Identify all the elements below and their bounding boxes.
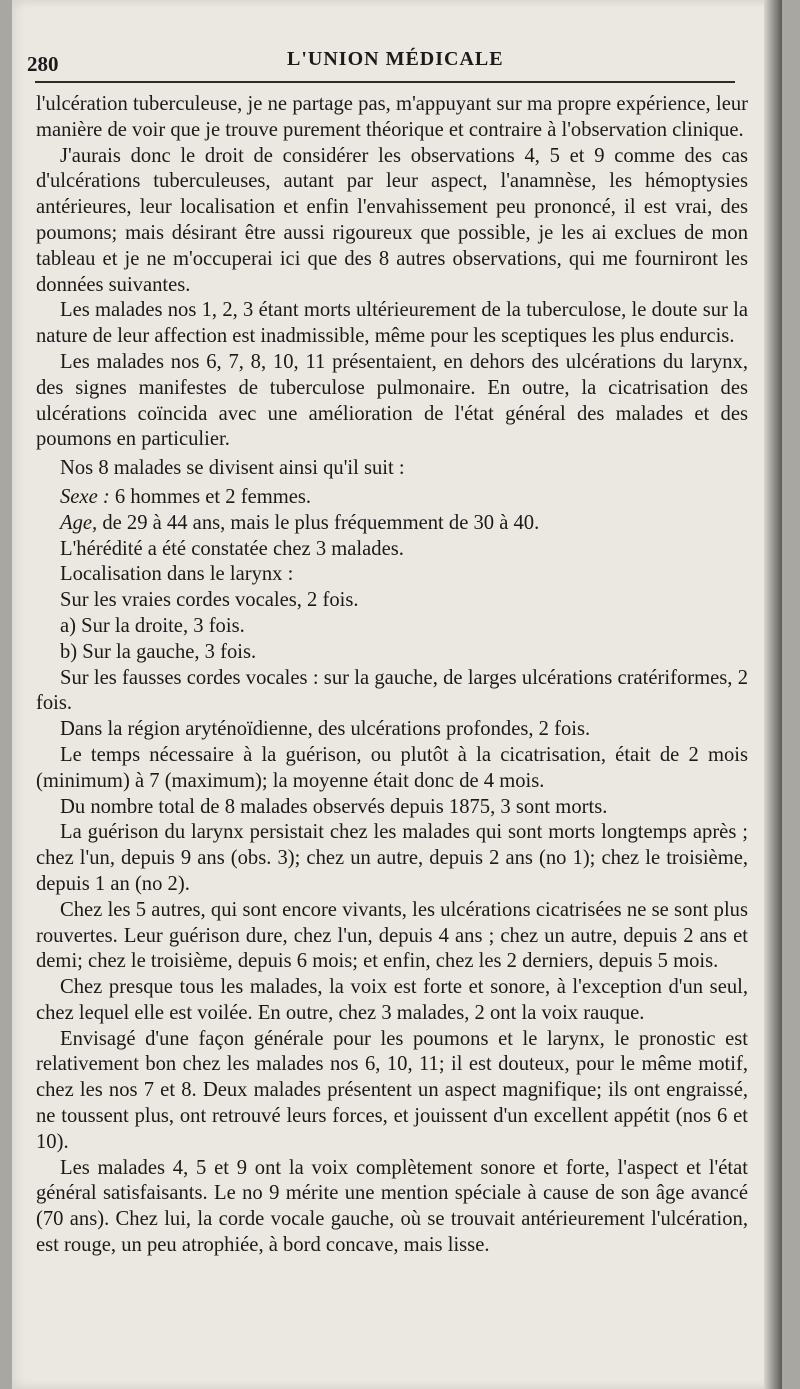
paragraph: Les malades nos 1, 2, 3 étant morts ultérieurement de la tuberculose, le doute sur la nature de leur affection est inadmissible, même pour les sceptiques les plus endurcis. — [36, 299, 748, 348]
label-age: Age, — [60, 511, 98, 534]
paragraph: Les malades 4, 5 et 9 ont la voix complètement sonore et forte, l'aspect et l'état général satisfaisants. Le no 9 mérite une mention spéciale à cause de son âge avancé (70 ans). Chez lui, la corde vocale gauche, où se trouvait antérieurement l'ulcération, est rouge, un peu atrophiée, à bord concave, mais lisse. — [36, 1156, 748, 1257]
paragraph: L'hérédité a été constatée chez 3 malades. — [60, 537, 404, 560]
page-header — [27, 46, 735, 80]
paragraph: Envisagé d'une façon générale pour les poumons et le larynx, le pronostic est relativement bon chez les malades nos 6, 10, 11; il est douteux, pour le même motif, chez les nos 7 et 8. Deux malades présentent un aspect magnifique; ils ont engraissé, ne toussent plus, ont retrouvé leurs forces, et jouissent d'un excellent appétit (nos 6 et 10). — [36, 1027, 748, 1153]
paragraph: Les malades nos 6, 7, 8, 10, 11 présentaient, en dehors des ulcérations du larynx, des signes manifestes de tuberculose pulmonaire. En outre, la cicatrisation des ulcérations coïncida avec une amélioration de l'état général des malades et des poumons en particulier. — [36, 350, 748, 451]
paragraph: b) Sur la gauche, 3 fois. — [60, 640, 257, 663]
paragraph: Le temps nécessaire à la guérison, ou plutôt à la cicatrisation, était de 2 mois (minimum) à 7 (maximum); la moyenne était donc de 4 mois. — [36, 743, 748, 792]
page-number: 280 — [27, 52, 59, 76]
paragraph: a) Sur la droite, 3 fois. — [60, 614, 245, 637]
page-edge-shadow — [764, 0, 782, 1389]
header-rule — [35, 81, 735, 83]
paragraph: Du nombre total de 8 malades observés depuis 1875, 3 sont morts. — [60, 795, 608, 818]
paragraph: Sur les fausses cordes vocales : sur la gauche, de larges ulcérations cratériformes, 2 fois. — [36, 666, 748, 715]
paragraph: Nos 8 malades se divisent ainsi qu'il suit : — [60, 457, 405, 480]
paragraph — [36, 485, 748, 511]
paragraph — [36, 511, 748, 537]
paragraph: l'ulcération tuberculeuse, je ne partage pas, m'appuyant sur ma propre expérience, leur manière de voir que je trouve purement théorique et contraire à l'observation clinique. — [36, 93, 748, 141]
paragraph: Dans la région aryténoïdienne, des ulcérations profondes, 2 fois. — [60, 718, 591, 741]
age-value: de 29 à 44 ans, mais le plus fréquemment de 30 à 40. — [97, 511, 540, 534]
paragraph: J'aurais donc le droit de considérer les observations 4, 5 et 9 comme des cas d'ulcérations tuberculeuses, autant par leur aspect, l'anamnèse, les hémoptysies antérieures, leur localisation et enfin l'envahissement peu prononcé, il est vrai, des poumons; mais désirant être aussi rigoureux que possible, je les ai exclues de mon tableau et je ne m'occuperai ici que des 8 autres observations, qui me fourniront les données suivantes. — [36, 144, 748, 296]
paragraph: Chez les 5 autres, qui sont encore vivants, les ulcérations cicatrisées ne se sont plus rouvertes. Leur guérison dure, chez l'un, depuis 4 ans ; chez un autre, depuis 2 ans et demi; chez le troisième, depuis 6 mois; et enfin, chez les 2 derniers, depuis 5 mois. — [36, 898, 748, 973]
label-sexe: Sexe : — [60, 485, 110, 508]
paragraph: Localisation dans le larynx : — [60, 563, 294, 586]
paragraph: La guérison du larynx persistait chez les malades qui sont morts longtemps après ; chez l'un, depuis 9 ans (obs. 3); chez un autre, depuis 2 ans (no 1); chez le troisième, depuis 1 an (no 2). — [36, 821, 748, 895]
sexe-value: 6 hommes et 2 femmes. — [109, 485, 312, 508]
running-title: L'UNION MÉDICALE — [287, 48, 504, 70]
paragraph: Sur les vraies cordes vocales, 2 fois. — [60, 589, 359, 612]
body-text — [36, 92, 748, 1259]
paragraph: Chez presque tous les malades, la voix est forte et sonore, à l'exception d'un seul, chez lequel elle est voilée. En outre, chez 3 malades, 2 ont la voix rauque. — [36, 976, 748, 1024]
